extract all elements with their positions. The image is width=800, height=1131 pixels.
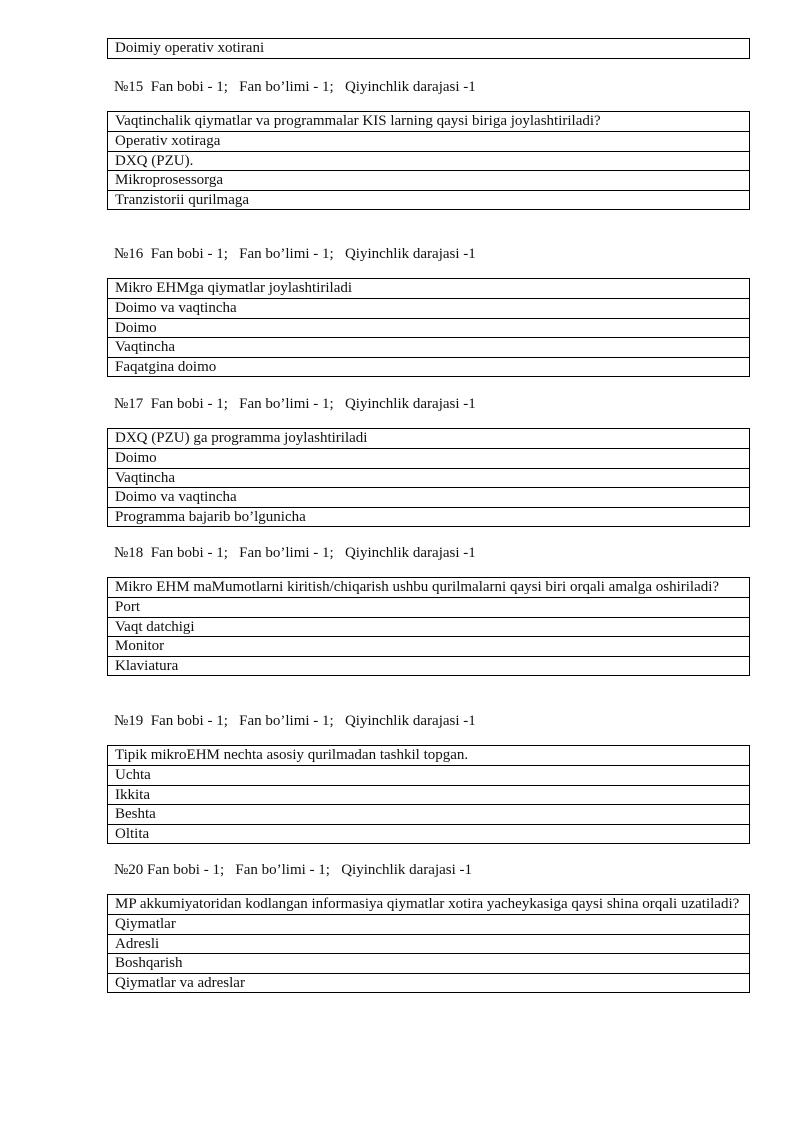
answer-option: DXQ (PZU). <box>108 151 749 170</box>
answer-option: Vaqtincha <box>108 337 749 356</box>
question-table-19 <box>107 745 750 844</box>
question-text: Tipik mikroEHM nechta asosiy qurilmadan tashkil topgan. <box>115 747 469 763</box>
question-heading-18: №18 Fan bobi - 1; Fan bo’limi - 1; Qiyinchlik darajasi -1 <box>114 545 476 561</box>
question-table-15 <box>107 111 750 210</box>
question-heading-17: №17 Fan bobi - 1; Fan bo’limi - 1; Qiyinchlik darajasi -1 <box>114 396 476 412</box>
answer-option: Doimo <box>108 448 749 467</box>
answer-option: Adresli <box>108 934 749 953</box>
question-table-17 <box>107 428 750 527</box>
answer-option: Mikroprosessorga <box>108 170 749 189</box>
answer-option: Vaqtincha <box>108 468 749 487</box>
answer-option: Tranzistorii qurilmaga <box>108 190 749 209</box>
answer-option: Doimo <box>108 318 749 337</box>
question-table-16 <box>107 278 750 377</box>
question-text: MP akkumiyatoridan kodlangan informasiya qiymatlar xotira yacheykasiga qaysi shina orqali uzatiladi? <box>115 896 740 912</box>
question-heading-16: №16 Fan bobi - 1; Fan bo’limi - 1; Qiyinchlik darajasi -1 <box>114 246 476 262</box>
answer-option: Uchta <box>108 765 749 784</box>
answer-option: Oltita <box>108 824 749 843</box>
answer-option: Monitor <box>108 636 749 655</box>
question-text: DXQ (PZU) ga programma joylashtiriladi <box>115 430 368 446</box>
answer-option: Doimo va vaqtincha <box>108 298 749 317</box>
answer-option: Port <box>108 597 749 616</box>
question-table-20 <box>107 894 750 993</box>
answer-option: Qiymatlar va adreslar <box>108 973 749 992</box>
answer-option: Boshqarish <box>108 953 749 972</box>
answer-option: Faqatgina doimo <box>108 357 749 376</box>
question-text: Mikro EHMga qiymatlar joylashtiriladi <box>115 280 353 296</box>
answer-table-prev <box>107 38 750 59</box>
answer-option: Programma bajarib bo’lgunicha <box>108 507 749 526</box>
answer-option: Klaviatura <box>108 656 749 675</box>
answer-option: Operativ xotiraga <box>108 131 749 150</box>
answer-option: Ikkita <box>108 785 749 804</box>
question-text: Mikro EHM maMumotlarni kiritish/chiqarish ushbu qurilmalarni qaysi biri orqali amalga oshiriladi? <box>115 579 720 595</box>
question-heading-20: №20 Fan bobi - 1; Fan bo’limi - 1; Qiyinchlik darajasi -1 <box>114 862 473 878</box>
answer-option: Beshta <box>108 804 749 823</box>
answer-option: Vaqt datchigi <box>108 617 749 636</box>
answer-option: Doimiy operativ xotirani <box>115 40 265 56</box>
question-text: Vaqtinchalik qiymatlar va programmalar KIS larning qaysi biriga joylashtiriladi? <box>115 113 601 129</box>
answer-option: Qiymatlar <box>108 914 749 933</box>
question-heading-19: №19 Fan bobi - 1; Fan bo’limi - 1; Qiyinchlik darajasi -1 <box>114 713 476 729</box>
answer-option: Doimo va vaqtincha <box>108 487 749 506</box>
question-table-18 <box>107 577 750 676</box>
question-heading-15: №15 Fan bobi - 1; Fan bo’limi - 1; Qiyinchlik darajasi -1 <box>114 79 476 95</box>
